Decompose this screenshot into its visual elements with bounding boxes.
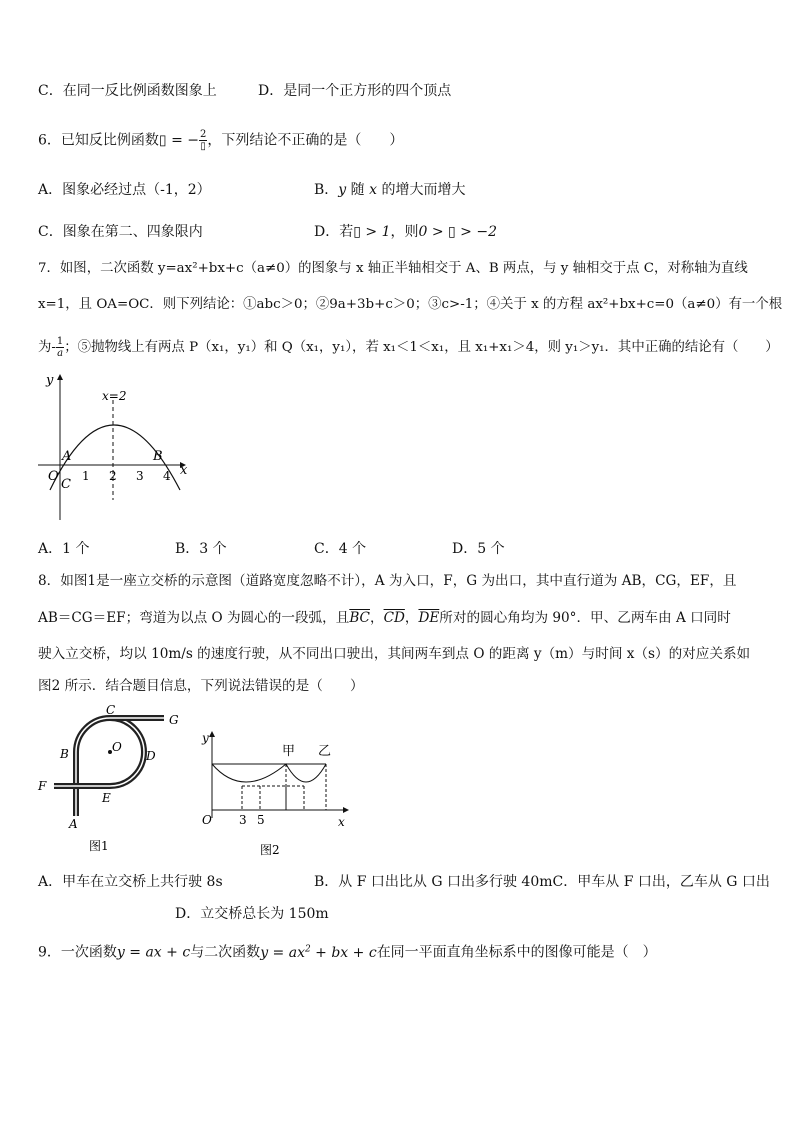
q5-option-d: D．是同一个正方形的四个顶点 [258, 83, 452, 99]
q8-option-a: A．甲车在立交桥上共行驶 8s [38, 874, 223, 890]
q8-g2-label-yi: 乙 [318, 744, 332, 759]
q8-fig2-caption: 图2 [260, 843, 280, 857]
q8-option-b: B．从 F 口出比从 G 口出多行驶 40mC．甲车从 F 口出，乙车从 G 口出 [314, 874, 770, 890]
q7-line2: x=1，且 OA=OC．则下列结论：①abc＞0；②9a+3b+c＞0；③c>-1；④关于 x 的方程 ax²+bx+c=0（a≠0）有一个根 [38, 297, 783, 312]
q8-sep1: ， [369, 610, 384, 626]
q8-distance-time-graph [198, 728, 358, 860]
q7-tick-4: 4 [163, 469, 171, 483]
q8-label-f: F [38, 779, 47, 793]
q7-point-a: A [62, 449, 72, 464]
q9-mid: 与二次函数 [190, 944, 261, 961]
q6-b-mid: 随 [346, 182, 370, 198]
q8-label-o: O [112, 740, 122, 754]
q6-d-prefix: D．若 [314, 224, 354, 240]
q7-origin-label: O [48, 469, 59, 484]
q6-option-a: A．图象必经过点（-1，2） [38, 182, 211, 198]
q8-g2-tick-5: 5 [257, 813, 265, 827]
q6-stem-suffix: ，下列结论不正确的是（ ） [207, 132, 404, 149]
q6-d-mid: ，则 [390, 224, 419, 240]
q8-line1: 8．如图1是一座立交桥的示意图（道路宽度忽略不计），A 为入口，F，G 为出口，其中直行道为 AB，CG，EF，且 [38, 573, 737, 589]
q7-parabola-figure [30, 370, 200, 530]
q9-quad-part-b: + bx + c [310, 944, 377, 961]
q6-formula: ▯ = − [158, 132, 199, 149]
q6-b-var2: x [369, 182, 378, 198]
q8-g2-origin: O [202, 813, 212, 827]
q8-line4: 图2 所示．结合题目信息，下列说法错误的是（ ） [38, 678, 364, 694]
q8-option-d: D．立交桥总长为 150m [175, 906, 329, 922]
q7-option-a: A．1 个 [38, 541, 90, 557]
q8-label-e: E [102, 791, 111, 805]
q9-quad-part-a: y = ax [260, 944, 305, 961]
q6-option-d [314, 223, 497, 241]
q8-label-a: A [69, 817, 78, 831]
q6-d-cond: ▯ > 1 [353, 224, 391, 240]
q9-prefix: 9．一次函数 [38, 944, 117, 961]
q6-stem-prefix: 6．已知反比例函数 [38, 132, 159, 149]
q6-frac-num: 2 [200, 129, 207, 140]
q8-arc-de: $\overline{DE}$ [418, 610, 440, 626]
q7-line1: 7．如图，二次函数 y=ax²+bx+c（a≠0）的图象与 x 轴正半轴相交于 A、B 两点，与 y 轴相交于点 C，对称轴为直线 [38, 261, 748, 276]
q8-g2-x-label: x [338, 815, 345, 829]
q7-y-label: y [46, 373, 54, 388]
q8-g2-tick-3: 3 [239, 813, 247, 827]
q7-x-label: x [180, 463, 188, 478]
q6-b-suffix: 的增大而增大 [377, 182, 466, 198]
q7-line3 [38, 336, 779, 359]
q8-arc-bc: $\overline{BC}$ [349, 610, 370, 626]
q8-g2-label-jia: 甲 [282, 744, 296, 759]
q7-line3-prefix: 为- [38, 340, 56, 355]
q8-label-d: D [146, 749, 156, 763]
q9-quadratic-formula [260, 945, 377, 961]
q6-b-prefix: B． [314, 182, 339, 198]
q6-b-var1: y [338, 182, 347, 198]
q6-frac-den: ▯ [200, 141, 206, 152]
q8-g2-y-label: y [202, 731, 209, 745]
q8-line2-prefix: AB＝CG＝EF；弯道为以点 O 为圆心的一段弧，且 [38, 610, 350, 626]
q8-arc-cd: $\overline{CD}$ [383, 610, 405, 626]
q8-line3: 驶入立交桥，均以 10m/s 的速度行驶，从不同出口驶出，其间两车到点 O 的距离 y（m）与时间 x（s）的对应关系如 [38, 646, 751, 662]
q7-option-c: C．4 个 [314, 541, 367, 557]
q8-label-b: B [60, 747, 69, 761]
q7-tick-3: 3 [136, 469, 144, 483]
q7-option-d: D．5 个 [452, 541, 505, 557]
q7-frac-num: 1 [56, 336, 64, 347]
q8-line2-suffix: 所对的圆心角均为 90°．甲、乙两车由 A 口同时 [439, 610, 731, 626]
q6-option-b [314, 181, 465, 199]
q9-quad-exponent: 2 [304, 944, 311, 954]
q8-fig1-caption: 图1 [89, 839, 109, 853]
q8-interchange-figure [34, 704, 194, 856]
q7-tick-1: 1 [82, 469, 90, 483]
q7-axis-line-label: x=2 [102, 389, 127, 403]
q8-line2 [38, 609, 731, 627]
q6-stem [38, 129, 403, 152]
q9-linear-formula: y = ax + c [116, 944, 191, 961]
q9-stem [38, 940, 657, 962]
q7-frac-den: a [57, 348, 64, 359]
q9-suffix: 在同一平面直角坐标系中的图像可能是（ ） [376, 944, 657, 961]
q8-g2-curve [212, 764, 326, 782]
q8-sep2: ， [404, 610, 419, 626]
q5-option-c: C．在同一反比例函数图象上 [38, 83, 217, 99]
q7-option-b: B．3 个 [175, 541, 227, 557]
q7-point-b: B [153, 449, 163, 464]
q7-tick-2: 2 [109, 469, 117, 483]
q8-label-c: C [106, 704, 116, 717]
q7-line3-suffix: ；⑤抛物线上有两点 P（x₁，y₁）和 Q（x₁，y₁），若 x₁＜1＜x₁，且 x₁+x₁＞4，则 y₁＞y₁．其中正确的结论有（ ） [64, 340, 779, 355]
q8-label-g: G [169, 713, 179, 727]
q7-point-c: C [61, 477, 71, 492]
q6-d-result: 0 > ▯ > −2 [418, 224, 497, 240]
q6-option-c: C．图象在第二、四象限内 [38, 224, 203, 240]
